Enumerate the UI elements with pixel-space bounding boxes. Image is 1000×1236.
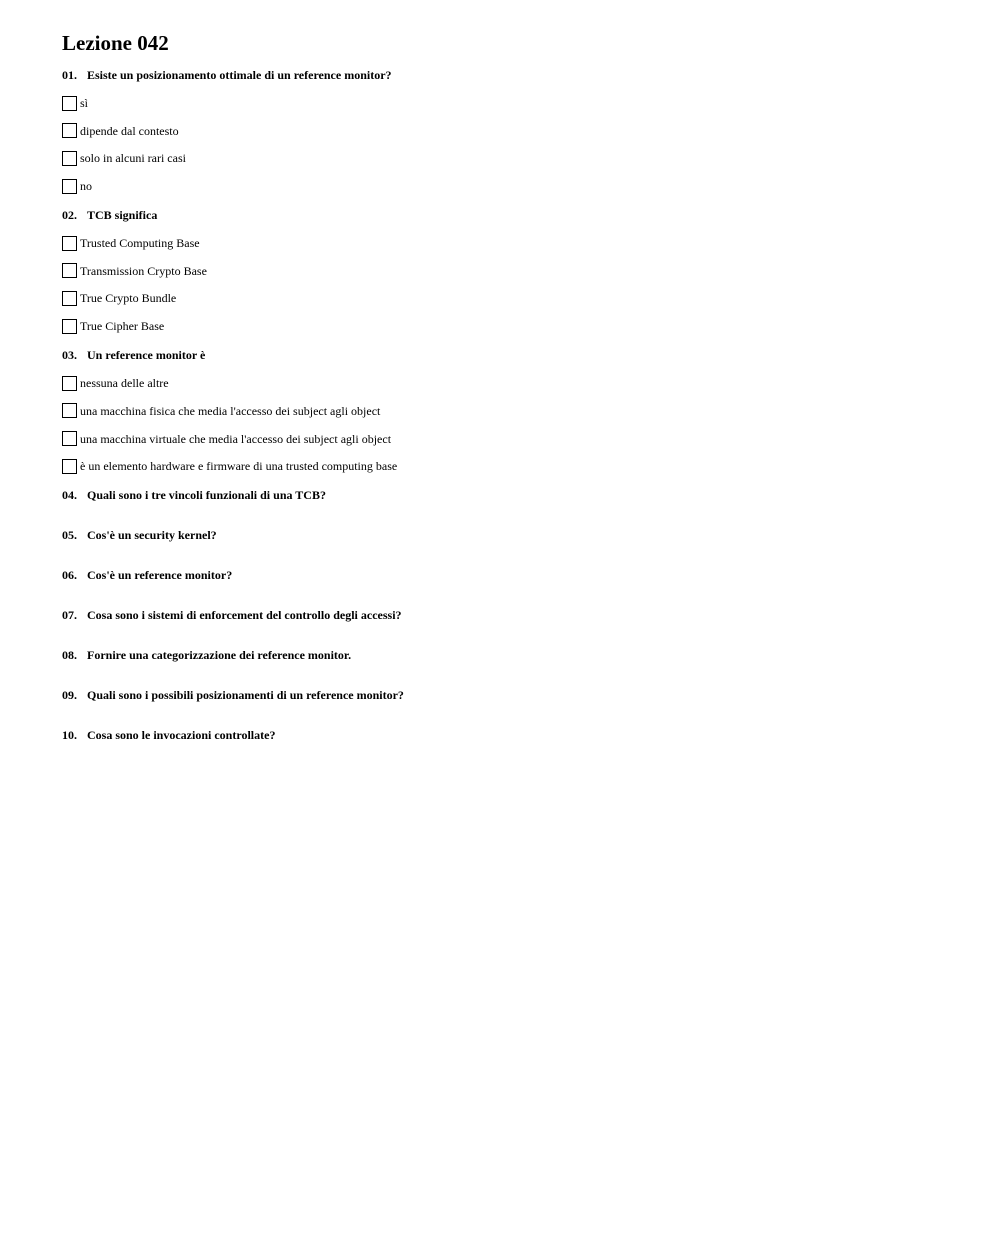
question-header: [62, 348, 962, 363]
question-header: [62, 648, 962, 663]
question-07: [62, 608, 962, 623]
question-text: Cosa sono le invocazioni controllate?: [87, 728, 276, 743]
question-number: 02.: [62, 208, 77, 223]
question-number: 03.: [62, 348, 77, 363]
checkbox[interactable]: [62, 96, 77, 111]
checkbox[interactable]: [62, 123, 77, 138]
answer-option[interactable]: [62, 95, 962, 111]
question-06: [62, 568, 962, 583]
question-header: [62, 528, 962, 543]
checkbox[interactable]: [62, 459, 77, 474]
question-05: [62, 528, 962, 543]
question-09: [62, 688, 962, 703]
answer-option[interactable]: [62, 458, 962, 474]
answer-option[interactable]: [62, 431, 962, 447]
answer-label: sì: [80, 96, 89, 110]
answer-label: una macchina fisica che media l'accesso dei subject agli object: [80, 403, 381, 418]
checkbox[interactable]: [62, 376, 77, 391]
answer-option[interactable]: [62, 263, 962, 279]
question-text: Un reference monitor è: [87, 348, 206, 363]
question-10: [62, 728, 962, 743]
question-03: [62, 348, 962, 474]
question-text: Quali sono i possibili posizionamenti di un reference monitor?: [87, 688, 404, 703]
question-header: [62, 568, 962, 583]
answer-options: [62, 375, 962, 474]
question-number: 05.: [62, 528, 77, 543]
question-01: [62, 68, 962, 194]
question-04: [62, 488, 962, 503]
question-header: [62, 488, 962, 503]
lesson-title: Lezione 042: [62, 31, 169, 55]
question-text: Cos'è un security kernel?: [87, 528, 217, 543]
checkbox[interactable]: [62, 319, 77, 334]
question-number: 08.: [62, 648, 77, 663]
question-02: [62, 208, 962, 334]
answer-label: no: [80, 179, 92, 194]
answer-option[interactable]: [62, 375, 962, 391]
question-text: TCB significa: [87, 208, 158, 223]
question-text: Fornire una categorizzazione dei reference monitor.: [87, 648, 352, 663]
question-header: [62, 208, 962, 223]
question-number: 06.: [62, 568, 77, 583]
question-header: [62, 688, 962, 703]
question-number: 10.: [62, 728, 77, 743]
question-header: [62, 68, 962, 83]
answer-option[interactable]: [62, 318, 962, 334]
question-text: Cos'è un reference monitor?: [87, 568, 233, 583]
answer-option[interactable]: [62, 403, 962, 419]
question-text: Quali sono i tre vincoli funzionali di una TCB?: [87, 488, 326, 503]
question-08: [62, 648, 962, 663]
answer-label: True Cipher Base: [80, 319, 165, 334]
answer-label: Trusted Computing Base: [80, 236, 200, 251]
document-page: [62, 30, 962, 768]
checkbox[interactable]: [62, 179, 77, 194]
checkbox[interactable]: [62, 236, 77, 251]
question-text: Esiste un posizionamento ottimale di un reference monitor?: [87, 68, 392, 82]
answer-options: [62, 235, 962, 334]
answer-label: Transmission Crypto Base: [80, 263, 207, 278]
checkbox[interactable]: [62, 403, 77, 418]
answer-option[interactable]: [62, 235, 962, 251]
answer-label: solo in alcuni rari casi: [80, 151, 186, 166]
answer-label: True Crypto Bundle: [80, 291, 177, 306]
checkbox[interactable]: [62, 291, 77, 306]
question-text: Cosa sono i sistemi di enforcement del controllo degli accessi?: [87, 608, 402, 623]
question-number: 04.: [62, 488, 77, 503]
answer-label: è un elemento hardware e firmware di una trusted computing base: [80, 459, 398, 474]
question-number: 07.: [62, 608, 77, 623]
answer-option[interactable]: [62, 150, 962, 166]
answer-option[interactable]: [62, 290, 962, 306]
answer-label: una macchina virtuale che media l'accesso dei subject agli object: [80, 431, 392, 446]
question-number: 09.: [62, 688, 77, 703]
answer-options: [62, 95, 962, 194]
question-number: 01.: [62, 68, 77, 82]
checkbox[interactable]: [62, 151, 77, 166]
answer-label: dipende dal contesto: [80, 123, 179, 138]
checkbox[interactable]: [62, 431, 77, 446]
answer-option[interactable]: [62, 123, 962, 139]
checkbox[interactable]: [62, 263, 77, 278]
answer-label: nessuna delle altre: [80, 376, 169, 391]
question-header: [62, 728, 962, 743]
answer-option[interactable]: [62, 178, 962, 194]
question-header: [62, 608, 962, 623]
